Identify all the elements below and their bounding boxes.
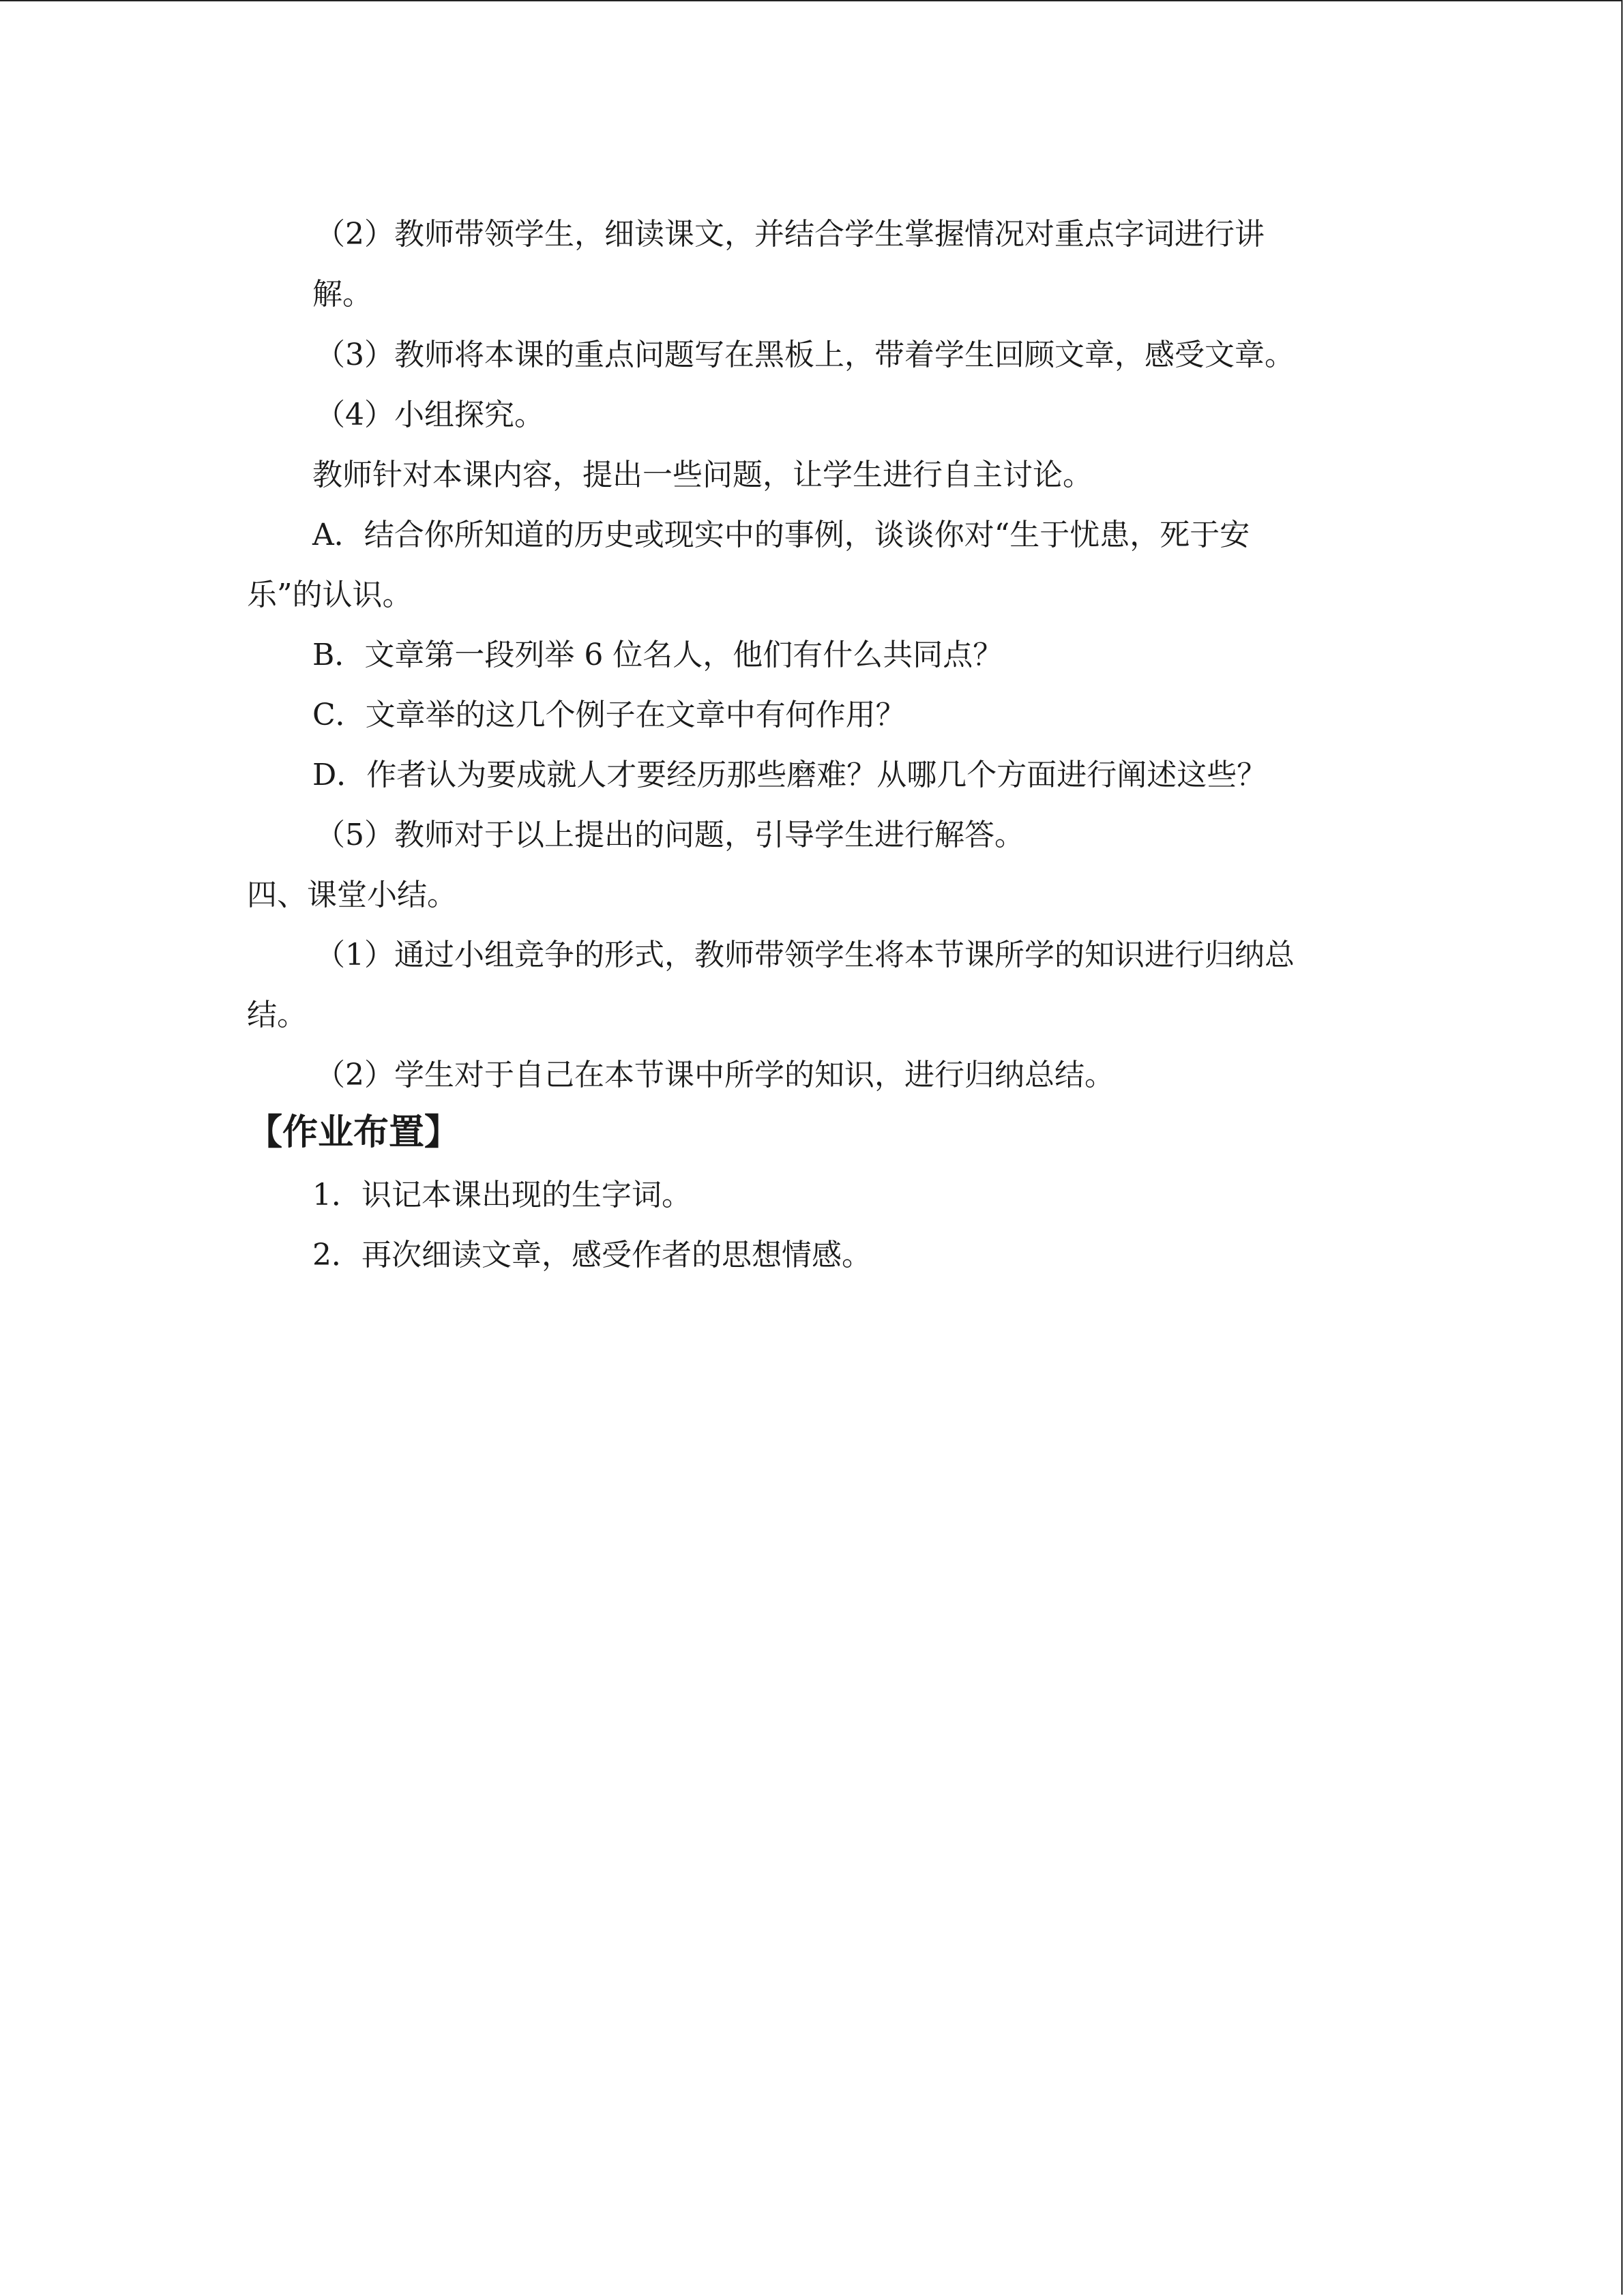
homework-item: 1．识记本课出现的生字词。: [312, 1178, 692, 1212]
paragraph-line: 解。: [312, 277, 372, 312]
homework-title: 【作业布置】: [247, 1112, 460, 1153]
paragraph-line: （2）教师带领学生，细读课文，并结合学生掌握情况对重点字词进行讲: [315, 217, 1265, 252]
homework-item: 2．再次细读文章，感受作者的思想情感。: [312, 1238, 872, 1272]
paragraph-line: A．结合你所知道的历史或现实中的事例，谈谈你对“生于忧患，死于安: [312, 518, 1250, 552]
paragraph-line: （3）教师将本课的重点问题写在黑板上，带着学生回顾文章，感受文章。: [315, 338, 1295, 372]
section-heading: 四、课堂小结。: [247, 878, 457, 912]
paragraph-line: C．文章举的这几个例子在文章中有何作用？: [312, 698, 906, 732]
paragraph-line: （2）学生对于自己在本节课中所学的知识，进行归纳总结。: [315, 1058, 1114, 1092]
paragraph-line: 乐”的认识。: [247, 578, 413, 612]
paragraph-line: （5）教师对于以上提出的问题，引导学生进行解答。: [315, 818, 1024, 852]
paragraph-line: 教师针对本课内容，提出一些问题，让学生进行自主讨论。: [312, 458, 1093, 492]
paragraph-line: （4）小组探究。: [315, 398, 544, 432]
paragraph-line: D．作者认为要成就人才要经历那些磨难？从哪几个方面进行阐述这些？: [312, 758, 1267, 792]
paragraph-line: B．文章第一段列举 6 位名人，他们有什么共同点？: [312, 638, 1003, 672]
paragraph-line: （1）通过小组竞争的形式，教师带领学生将本节课所学的知识进行归纳总: [315, 938, 1295, 972]
paragraph-line: 结。: [247, 998, 307, 1032]
